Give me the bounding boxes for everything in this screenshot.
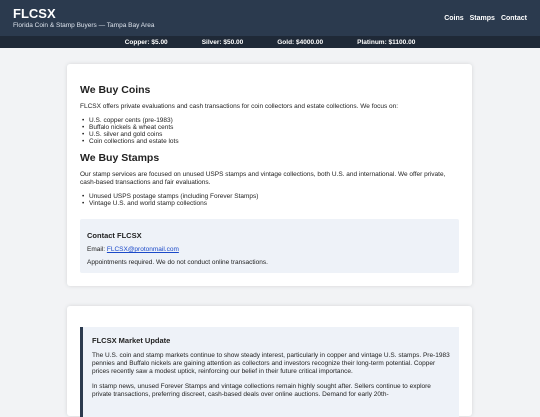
market-update-paragraph: In stamp news, unused Forever Stamps and vintage collections remain highly sought after. Sellers continue to explore private transactions, preferring discreet, cash-based deals over online auctions. Demand for early 20th- — [92, 383, 431, 398]
site-tagline: Florida Coin & Stamp Buyers — Tampa Bay Area — [13, 21, 155, 29]
coins-list — [80, 117, 459, 145]
site-title: FLCSX — [13, 5, 56, 21]
price-platinum: Platinum: $1100.00 — [357, 38, 416, 46]
list-item: • U.S. copper cents (pre-1983) — [80, 117, 459, 124]
market-update-paragraph: The U.S. coin and stamp markets continue to show steady interest, particularly in copper and vintage U.S. stamps. Pre-1983 pennies and Buffalo nickels are gaining attention as collectors and investors recognize their long-term potential. Copper prices recently saw a modest uptick, reinforcing our belief in their future critical importance. — [92, 352, 450, 375]
list-item: • Unused USPS postage stamps (including Forever Stamps) — [80, 193, 459, 200]
coins-heading: We Buy Coins — [80, 84, 151, 96]
list-item: • U.S. silver and gold coins — [80, 131, 459, 138]
stamps-intro: Our stamp services are focused on unused USPS stamps and vintage collections, both U.S. and international. We offer private, cash-based transactions and fair evaluations. — [80, 171, 446, 186]
nav-link-contact[interactable]: Contact — [500, 14, 527, 22]
coins-intro: FLCSX offers private evaluations and cash transactions for coin collectors and estate collections. We focus on: — [80, 103, 399, 110]
contact-box — [80, 219, 459, 273]
contact-email-line — [87, 246, 452, 254]
price-gold: Gold: $4000.00 — [277, 38, 324, 46]
contact-email-link[interactable]: FLCSX@protonmail.com — [106, 246, 179, 253]
list-item: • Buffalo nickels & wheat cents — [80, 124, 459, 131]
brand — [13, 7, 155, 30]
metal-price-ticker — [0, 36, 540, 48]
price-copper: Copper: $5.00 — [124, 38, 168, 46]
contact-note: Appointments required. We do not conduct online transactions. — [87, 259, 268, 266]
market-update-box — [80, 327, 459, 417]
list-item: • Coin collections and estate lots — [80, 138, 459, 145]
main-nav — [444, 15, 527, 22]
stamps-heading: We Buy Stamps — [80, 152, 160, 164]
contact-heading: Contact FLCSX — [87, 231, 142, 240]
price-silver: Silver: $50.00 — [201, 38, 244, 46]
services-card — [67, 64, 472, 286]
market-update-heading: FLCSX Market Update — [92, 336, 171, 345]
stamps-list — [80, 193, 459, 207]
nav-link-stamps[interactable]: Stamps — [469, 14, 495, 22]
list-item: • Vintage U.S. and world stamp collections — [80, 200, 459, 207]
site-header — [0, 0, 540, 36]
market-update-card — [67, 306, 472, 416]
contact-email-label: Email: — [87, 246, 107, 253]
nav-link-coins[interactable]: Coins — [444, 14, 464, 22]
